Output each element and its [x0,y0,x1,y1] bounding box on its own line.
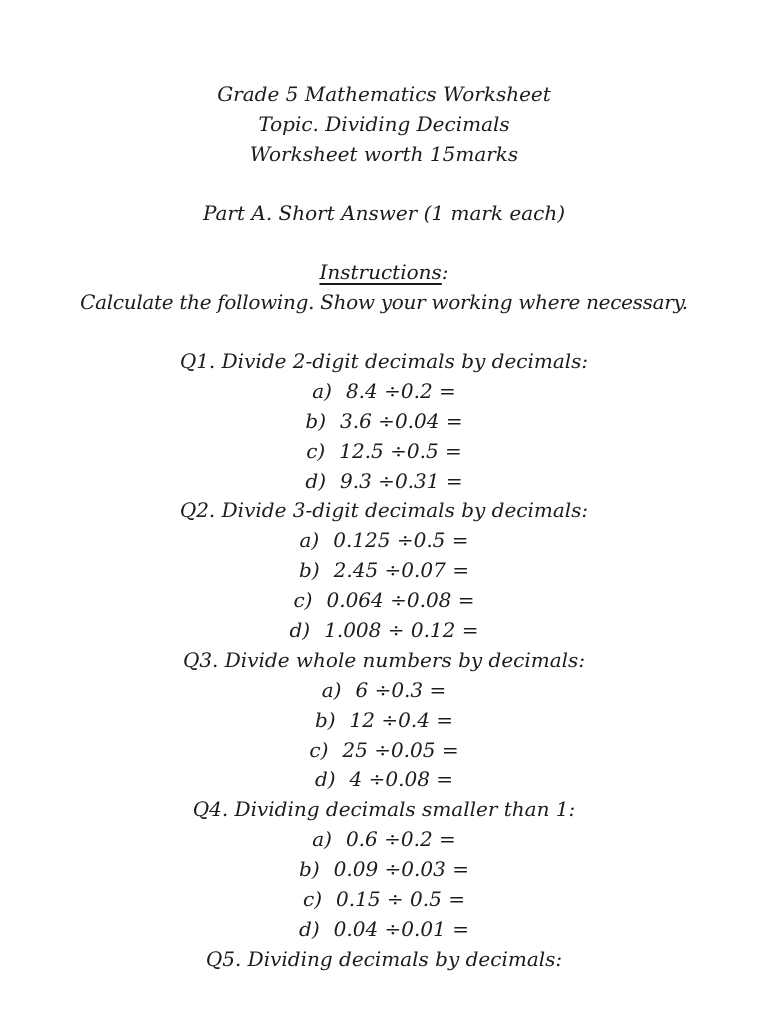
question-item [0,736,768,766]
question-title: Q2. Divide 3-digit decimals by decimals: [179,498,589,523]
item-expression: 1.008 ÷ 0.12 = [324,618,479,643]
worksheet-worth: Worksheet worth 15marks [249,142,519,166]
question-title: Q4. Dividing decimals smaller than 1: [192,797,576,822]
item-letter: b) [299,558,320,583]
question-item [0,556,768,586]
question-item [0,885,768,915]
item-expression: 0.04 ÷0.01 = [333,916,469,941]
item-expression: 0.09 ÷0.03 = [333,857,469,882]
item-letter: c) [293,588,313,613]
worksheet-header [0,79,768,169]
item-expression: 0.6 ÷0.2 = [345,827,456,852]
question-item [0,855,768,885]
question-item [0,586,768,616]
question-item [0,706,768,736]
question-block [0,347,768,496]
question-block [0,795,768,944]
item-letter: a) [312,378,332,403]
item-letter: b) [314,707,336,732]
item-expression: 8.4 ÷0.2 = [345,378,456,403]
instructions-heading: Instructions [319,260,442,284]
item-letter: a) [312,827,332,852]
item-letter: c) [309,737,329,762]
worksheet-topic: Topic. Dividing Decimals [258,112,510,136]
question-block [0,646,768,795]
item-expression: 6 ÷0.3 = [355,677,447,702]
item-expression: 12 ÷0.4 = [349,707,454,732]
question-block [0,496,768,645]
item-letter: b) [305,408,327,433]
item-letter: c) [306,438,326,463]
question-item [0,765,768,795]
item-expression: 0.064 ÷0.08 = [326,588,475,613]
item-expression: 9.3 ÷0.31 = [340,468,463,493]
question-title: Q3. Divide whole numbers by decimals: [182,647,586,672]
item-expression: 0.15 ÷ 0.5 = [336,887,465,912]
item-letter: a) [321,677,342,702]
question-title: Q5. Dividing decimals by decimals: [205,946,563,971]
item-expression: 0.125 ÷0.5 = [333,528,469,553]
question-item [0,526,768,556]
item-expression: 25 ÷0.05 = [342,737,459,762]
instructions-section [0,257,768,317]
item-letter: c) [303,887,323,912]
question-item [0,915,768,945]
item-expression: 2.45 ÷0.07 = [333,558,469,583]
item-expression: 12.5 ÷0.5 = [339,438,462,463]
item-letter: d) [305,468,327,493]
item-letter: d) [314,767,336,792]
question-item [0,676,768,706]
instructions-heading-line [0,257,768,287]
item-letter: a) [299,528,320,553]
question-item [0,437,768,467]
item-letter: d) [289,618,311,643]
question-item [0,616,768,646]
questions-list [0,347,768,975]
question-block [0,945,768,975]
question-item [0,407,768,437]
item-expression: 4 ÷0.08 = [349,767,454,792]
instructions-text: Calculate the following. Show your working where necessary. [80,290,688,314]
instructions-colon: : [441,260,449,284]
worksheet-title: Grade 5 Mathematics Worksheet [217,82,551,106]
question-title: Q1. Divide 2-digit decimals by decimals: [179,349,589,373]
question-item [0,825,768,855]
item-letter: b) [299,857,320,882]
item-expression: 3.6 ÷0.04 = [340,408,463,433]
question-item [0,377,768,407]
item-letter: d) [299,916,320,941]
part-a-heading: Part A. Short Answer (1 mark each) [202,201,566,225]
question-item [0,467,768,497]
